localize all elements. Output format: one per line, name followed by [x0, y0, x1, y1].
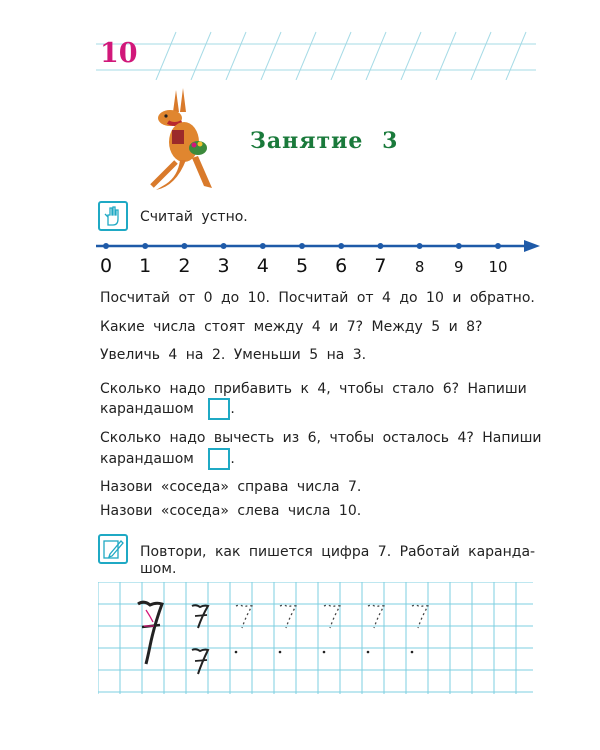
number-line-point: [181, 243, 187, 249]
number-line-point: [417, 243, 423, 249]
question-sub-line1: Сколько надо вычесть из 6, чтобы осталось 4? Напиши: [100, 430, 542, 446]
question-increase: Увеличь 4 на 2. Уменьши 5 на 3.: [100, 347, 367, 363]
question-add-line1: Сколько надо прибавить к 4, чтобы стало 6? Напиши: [100, 381, 527, 397]
number-line-point: [456, 243, 462, 249]
number-line-label: 3: [217, 255, 230, 277]
number-line-label: 4: [256, 255, 269, 277]
page-number: 10: [100, 38, 138, 69]
number-line: [96, 232, 540, 282]
number-line-label: 10: [488, 258, 508, 276]
copybook-grid[interactable]: [98, 582, 533, 694]
number-line-label: 0: [99, 255, 113, 277]
question-count: Посчитай от 0 до 10. Посчитай от 4 до 10 и обратно.: [100, 290, 535, 306]
number-line-point: [221, 243, 227, 249]
question-right-neighbor: Назови «соседа» справа числа 7.: [100, 479, 362, 495]
number-line-label: 8: [414, 258, 425, 276]
number-line-label: 1: [139, 255, 152, 277]
number-line-point: [338, 243, 344, 249]
question-between: Какие числа стоят между 4 и 7? Между 5 и 8?: [100, 319, 483, 335]
task2-line2: шом.: [140, 561, 177, 577]
number-line-label: 5: [295, 255, 309, 277]
writing-pencil-icon: [98, 534, 128, 564]
question-sub-period: .: [230, 451, 235, 467]
number-line-point: [260, 243, 266, 249]
number-line-label: 7: [374, 255, 387, 277]
number-line-point: [103, 243, 109, 249]
number-line-label: 2: [178, 255, 191, 277]
question-add-line2: карандашом: [100, 401, 194, 417]
question-left-neighbor: Назови «соседа» слева числа 10.: [100, 503, 362, 519]
question-sub-line2: карандашом: [100, 451, 194, 467]
number-line-point: [377, 243, 383, 249]
number-line-point: [142, 243, 148, 249]
header-slant-lines: [96, 30, 536, 80]
question-add-period: .: [230, 401, 235, 417]
lesson-title: Занятие 3: [250, 128, 399, 154]
task2-line1: Повтори, как пишется цифра 7. Работай каранда-: [140, 544, 536, 560]
number-line-label: 9: [454, 258, 464, 276]
answer-box-add[interactable]: [208, 398, 230, 420]
task1-label: Считай устно.: [140, 209, 248, 225]
counting-hand-icon: [98, 201, 128, 231]
number-line-point: [495, 243, 501, 249]
number-line-label: 6: [335, 255, 348, 277]
answer-box-sub[interactable]: [208, 448, 230, 470]
kangaroo-illustration: [146, 86, 218, 194]
number-line-point: [299, 243, 305, 249]
